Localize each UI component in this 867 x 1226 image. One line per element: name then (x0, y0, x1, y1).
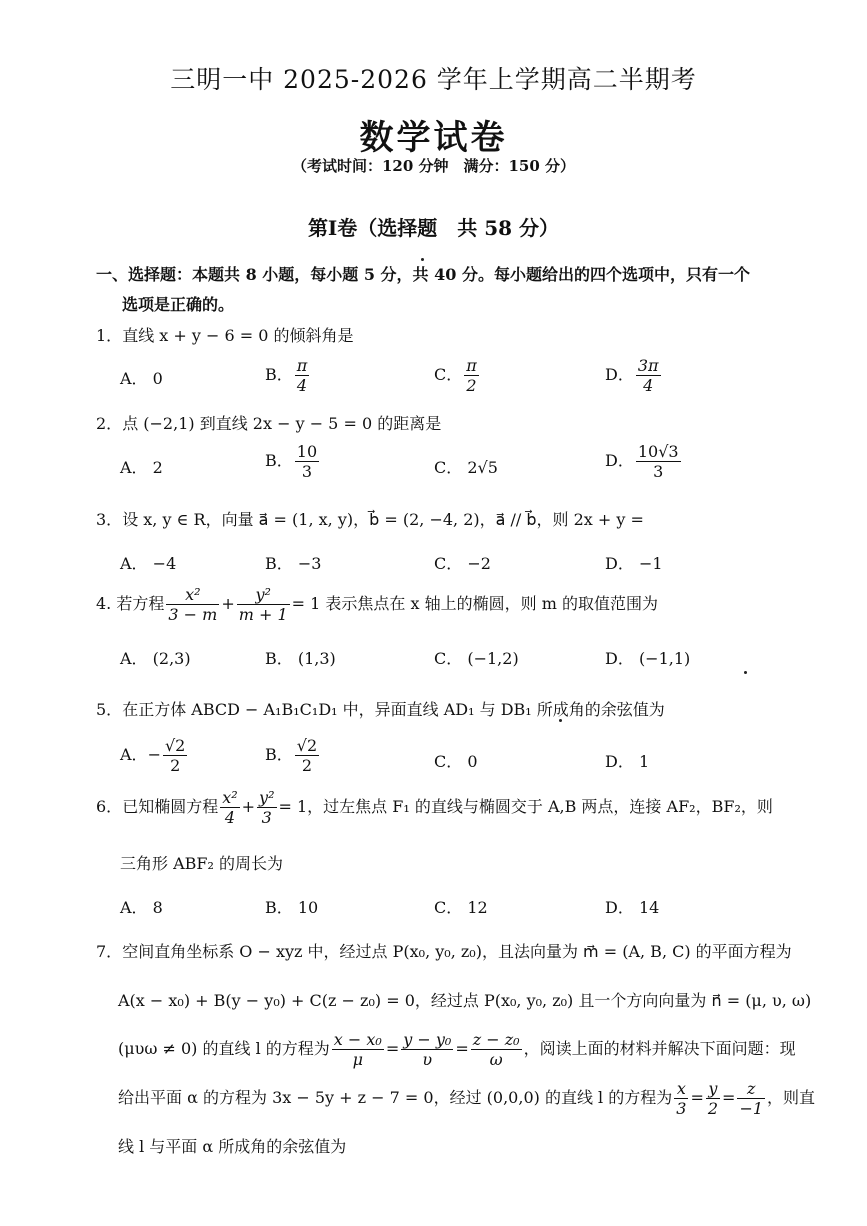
question-5-option-b: B． $\frac{√2}{2}$ (265, 736, 318, 775)
print-speck (744, 671, 747, 674)
section-instruction-line2: 选项是正确的。 (122, 295, 235, 314)
question-3-option-b: B． −3 (265, 554, 322, 573)
question-7-line1: 7．空间直角坐标系 O − xyz 中，经过点 P(x₀, y₀, z₀)，且法向量为 m⃗ = (A, B, C) 的平面方程为 (96, 942, 792, 961)
question-1-stem: 1．直线 x + y − 6 = 0 的倾斜角是 (96, 326, 354, 345)
section-instruction-line1: 一、选择题：本题共 8 小题，每小题 5 分，共 40 分。每小题给出的四个选项中，只有一个 (96, 265, 750, 284)
question-5-option-a: A．− $\frac{√2}{2}$ (120, 736, 186, 775)
question-7-line4: 给出平面 α 的方程为 3x − 5y + z − 7 = 0，经过 (0,0,0) 的直线 l 的方程为 $\frac{x}{3}$ = $\frac{y}{2}$ = $\frac{z}{-1}$ ，则直 (118, 1079, 816, 1118)
question-3-option-a: A． −4 (120, 554, 177, 573)
school-exam-title: 三明一中 2025-2026 学年上学期高二半期考 (170, 65, 697, 94)
question-7-line2: A(x − x₀) + B(y − y₀) + C(z − z₀) = 0，经过点 P(x₀, y₀, z₀) 且一个方向向量为 n⃗ = (μ, υ, ω) (118, 991, 812, 1010)
question-4-option-c: C． (−1,2) (434, 649, 519, 668)
question-6-option-d: D． 14 (605, 898, 660, 917)
question-2-option-d: D． $\frac{10√3}{3}$ (605, 442, 679, 481)
question-1-option-a: A． 0 (120, 369, 163, 388)
question-2-stem: 2．点 (−2,1) 到直线 2x − y − 5 = 0 的距离是 (96, 414, 442, 433)
exam-info: （考试时间：120 分钟 满分：150 分） (291, 157, 576, 175)
question-2-option-a: A． 2 (120, 458, 163, 477)
question-6-stem-line2: 三角形 ABF₂ 的周长为 (120, 854, 284, 873)
question-3-option-d: D． −1 (605, 554, 663, 573)
question-1-option-c: C． $\frac{\pi}{2}$ (434, 356, 477, 395)
question-6-stem: 6．已知椭圆方程 $\frac{\text{x²}}{4}$ + $\frac{\text{y²}}{3}$ = 1，过左焦点 F₁ 的直线与椭圆交于 A,B 两点，连接 AF₂，BF₂，则 (96, 788, 773, 827)
question-3-stem: 3．设 x, y ∈ R，向量 a⃗ = (1, x, y)，b⃗ = (2, −4, 2)，a⃗ // b⃗，则 2x + y = (96, 510, 644, 529)
subject-title: 数学试卷 (359, 118, 508, 158)
question-4-option-d: D． (−1,1) (605, 649, 691, 668)
question-1-option-d: D． $\frac{3\pi}{4}$ (605, 356, 659, 395)
question-6-option-c: C． 12 (434, 898, 488, 917)
question-2-option-b: B． $\frac{10}{3}$ (265, 442, 318, 481)
question-1-option-b: B． $\frac{\pi}{4}$ (265, 356, 308, 395)
question-4-stem: 4. 若方程 $\frac{\text{x²}}{3 - m}$ + $\frac{\text{y²}}{m + 1}$ = 1 表示焦点在 x 轴上的椭圆，则 m 的取值范围为 (96, 585, 658, 624)
print-speck (421, 258, 424, 261)
question-3-option-c: C． −2 (434, 554, 491, 573)
question-6-option-b: B． 10 (265, 898, 319, 917)
print-speck (559, 719, 562, 722)
question-4-option-a: A． (2,3) (120, 649, 191, 668)
question-4-option-b: B． (1,3) (265, 649, 336, 668)
question-6-option-a: A． 8 (120, 898, 163, 917)
section-title: 第I卷（选择题 共 58 分） (307, 216, 560, 240)
question-5-stem: 5．在正方体 ABCD − A₁B₁C₁D₁ 中，异面直线 AD₁ 与 DB₁ 所成角的余弦值为 (96, 700, 665, 719)
question-7-line5: 线 l 与平面 α 所成角的余弦值为 (118, 1137, 347, 1156)
question-5-option-d: D． 1 (605, 752, 650, 771)
question-5-option-c: C． 0 (434, 752, 478, 771)
question-2-option-c: C． 2√5 (434, 458, 498, 477)
question-7-line3: (μυω ≠ 0) 的直线 l 的方程为 $\frac{\text{x − x₀}}{\mu}$ = $\frac{\text{y − y₀}}{\upsilon}$ = $\frac{\text{z − z₀}}{\omega}$ ，阅读上面的材料并解决下面问题：现 (118, 1030, 796, 1069)
